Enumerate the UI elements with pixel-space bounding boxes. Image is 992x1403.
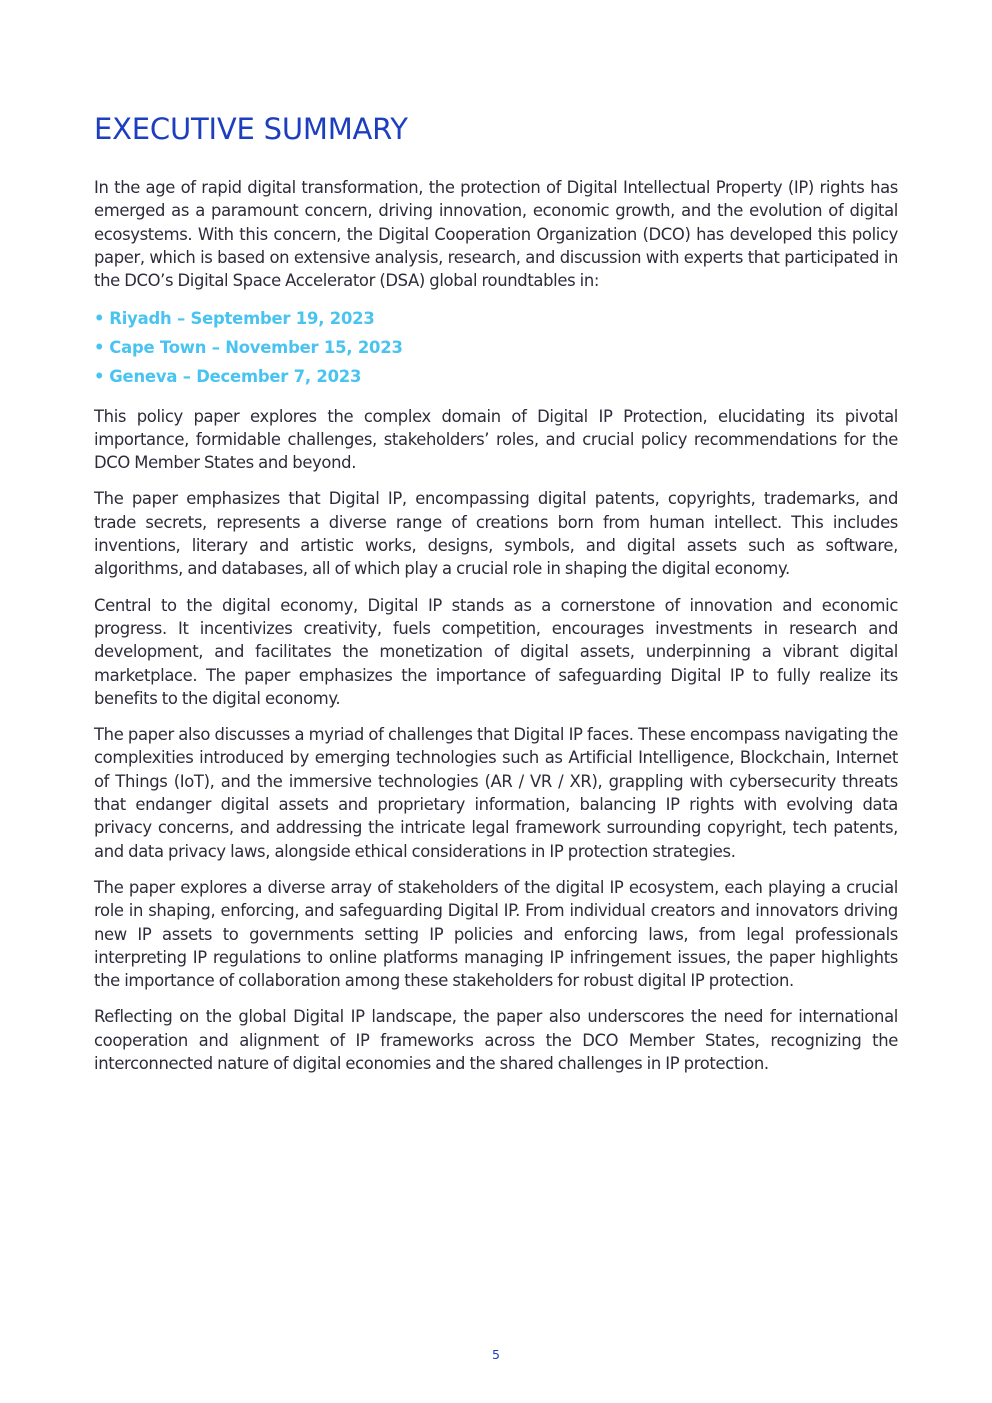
event-label: Riyadh – September 19, 2023 bbox=[109, 309, 375, 329]
event-item bbox=[94, 305, 898, 334]
body-paragraph: The paper also discusses a myriad of challenges that Digital IP faces. These encompass navigating the complexities introduced by emerging technologies such as Artificial Intelligence, Blockchain, Internet of Things (IoT), and the immersive technologies (AR / VR / XR), grappling with cybersecurity threats that endanger digital assets and proprietary information, balancing IP rights with evolving data privacy concerns, and addressing the intricate legal framework surrounding copyright, tech patents, and data privacy laws, alongside ethical considerations in IP protection strategies. bbox=[94, 725, 898, 861]
roundtable-event-list bbox=[94, 305, 898, 391]
executive-summary-body bbox=[94, 176, 898, 1088]
event-label: Cape Town – November 15, 2023 bbox=[109, 338, 403, 358]
event-item bbox=[94, 334, 898, 363]
bullet-icon: • bbox=[94, 309, 105, 329]
body-paragraph: The paper explores a diverse array of stakeholders of the digital IP ecosystem, each playing a crucial role in shaping, enforcing, and safeguarding Digital IP. From individual creators and innovators driving new IP assets to governments setting IP policies and enforcing laws, from legal professionals interpreting IP regulations to online platforms managing IP infringement issues, the paper highlights the importance of collaboration among these stakeholders for robust digital IP protection. bbox=[94, 877, 898, 991]
body-paragraph: Central to the digital economy, Digital IP stands as a cornerstone of innovation and economic progress. It incentivizes creativity, fuels competition, encourages investments in research and development, and facilitates the monetization of digital assets, underpinning a vibrant digital marketplace. The paper emphasizes the importance of safeguarding Digital IP to fully realize its benefits to the digital economy. bbox=[94, 595, 898, 708]
event-item bbox=[94, 363, 898, 392]
intro-paragraph: In the age of rapid digital transformation, the protection of Digital Intellectual Property (IP) rights has emerged as a paramount concern, driving innovation, economic growth, and the evolution of digital ecosystems. With this concern, the Digital Cooperation Organization (DCO) has developed this policy paper, which is based on extensive analysis, research, and discussion with experts that participated in the DCO’s Digital Space Accelerator (DSA) global roundtables in: bbox=[94, 178, 898, 291]
bullet-icon: • bbox=[94, 366, 105, 386]
event-label: Geneva – December 7, 2023 bbox=[109, 366, 362, 386]
page-number: 5 bbox=[492, 1347, 500, 1362]
body-paragraph: Reflecting on the global Digital IP landscape, the paper also underscores the need for international cooperation and alignment of IP frameworks across the DCO Member States, recognizing the interconnected nature of digital economies and the shared challenges in IP protection. bbox=[94, 1007, 898, 1074]
page-title: EXECUTIVE SUMMARY bbox=[94, 112, 408, 146]
body-paragraph: This policy paper explores the complex domain of Digital IP Protection, elucidating its pivotal importance, formidable challenges, stakeholders’ roles, and crucial policy recommendations for the DCO Member States and beyond. bbox=[94, 406, 898, 473]
bullet-icon: • bbox=[94, 338, 105, 358]
body-paragraph: The paper emphasizes that Digital IP, encompassing digital patents, copyrights, trademarks, and trade secrets, represents a diverse range of creations born from human intellect. This includes inventions, literary and artistic works, designs, symbols, and digital assets such as software, algorithms, and databases, all of which play a crucial role in shaping the digital economy. bbox=[94, 489, 898, 579]
